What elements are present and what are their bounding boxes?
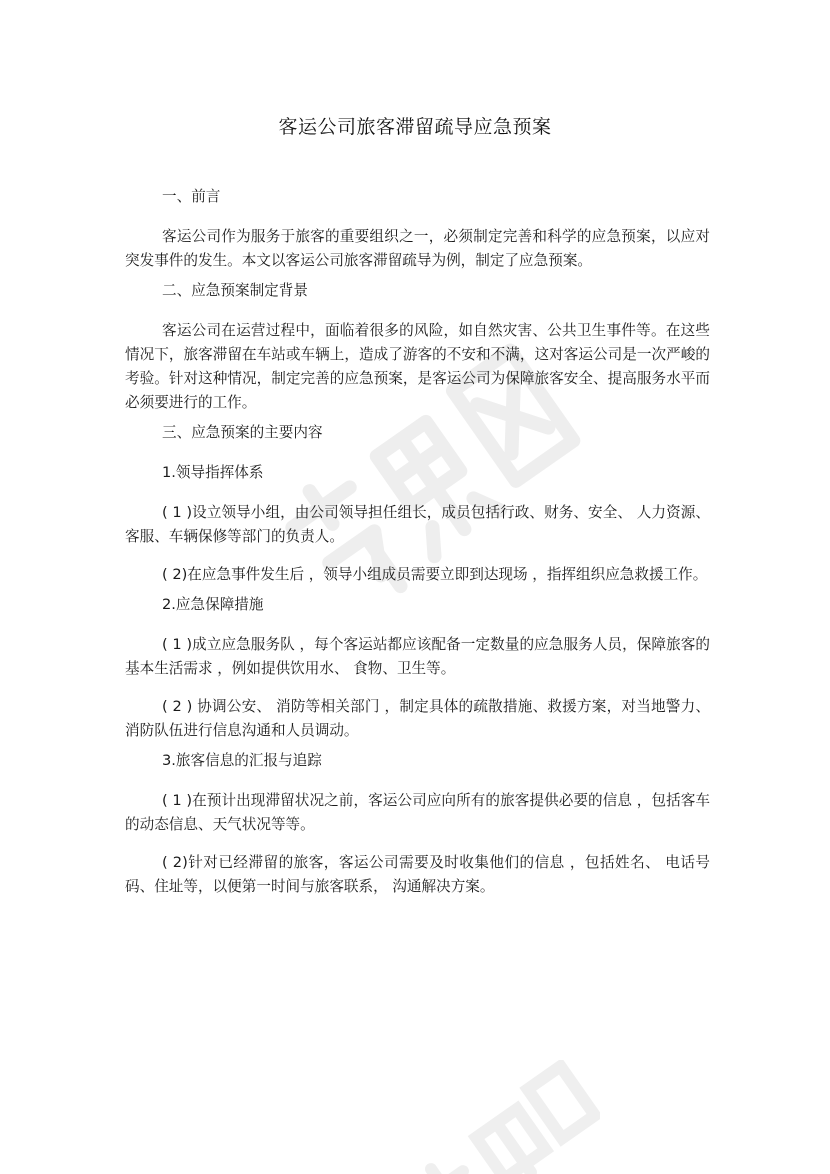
- paragraph-info-1: ( 1 )在预计出现滞留状况之前，客运公司应向所有的旅客提供必要的信息 ，包括客车的动态信息、天气状况等等。: [125, 792, 710, 833]
- document-title: 客运公司旅客滞留疏导应急预案: [278, 116, 552, 138]
- subsection-heading-info: 3.旅客信息的汇报与追踪: [162, 752, 322, 769]
- subsection-heading-support: 2.应急保障措施: [162, 596, 264, 613]
- section-heading-preface: 一、前言: [162, 188, 221, 205]
- paragraph-background: 客运公司在运营过程中，面临着很多的风险，如自然灾害、公共卫生事件等。在这些情况下，旅客滞留在车站或车辆上，造成了游客的不安和不满，这对客运公司是一次严峻的考验。针对这种情况，制定完善的应急预案，是客运公司为保障旅客安全、提高服务水平而必须要进行的工作。: [125, 322, 710, 411]
- watermark-graphic-bottom: [380, 1060, 600, 1174]
- paragraph-support-1: ( 1 )成立应急服务队 ，每个客运站都应该配备一定数量的应急服务人员，保障旅客的基本生活需求 ，例如提供饮用水、 食物、卫生等。: [125, 636, 710, 677]
- paragraph-info-2: ( 2)针对已经滞留的旅客，客运公司需要及时收集他们的信息 ，包括姓名、 电话号码、住址等，以便第一时间与旅客联系， 沟通解决方案。: [125, 854, 710, 895]
- document-body: [125, 185, 710, 899]
- section-heading-background: 二、应急预案制定背景: [162, 282, 308, 299]
- subsection-heading-command: 1.领导指挥体系: [162, 464, 264, 481]
- paragraph-command-1: ( 1 )设立领导小组，由公司领导担任组长，成员包括行政、财务、安全、 人力资源、客服、车辆保修等部门的负责人。: [125, 504, 710, 545]
- paragraph-command-2: ( 2)在应急事件发生后 ，领导小组成员需要立即到达现场 ，指挥组织应急救援工作。: [162, 566, 708, 583]
- paragraph-preface: 客运公司作为服务于旅客的重要组织之一，必须制定完善和科学的应急预案，以应对突发事件的发生。本文以客运公司旅客滞留疏导为例，制定了应急预案。: [125, 228, 710, 269]
- paragraph-support-2: ( 2 ) 协调公安、 消防等相关部门 ，制定具体的疏散措施、救援方案，对当地警力、消防队伍进行信息沟通和人员调动。: [125, 698, 710, 739]
- section-heading-main-content: 三、应急预案的主要内容: [162, 424, 323, 441]
